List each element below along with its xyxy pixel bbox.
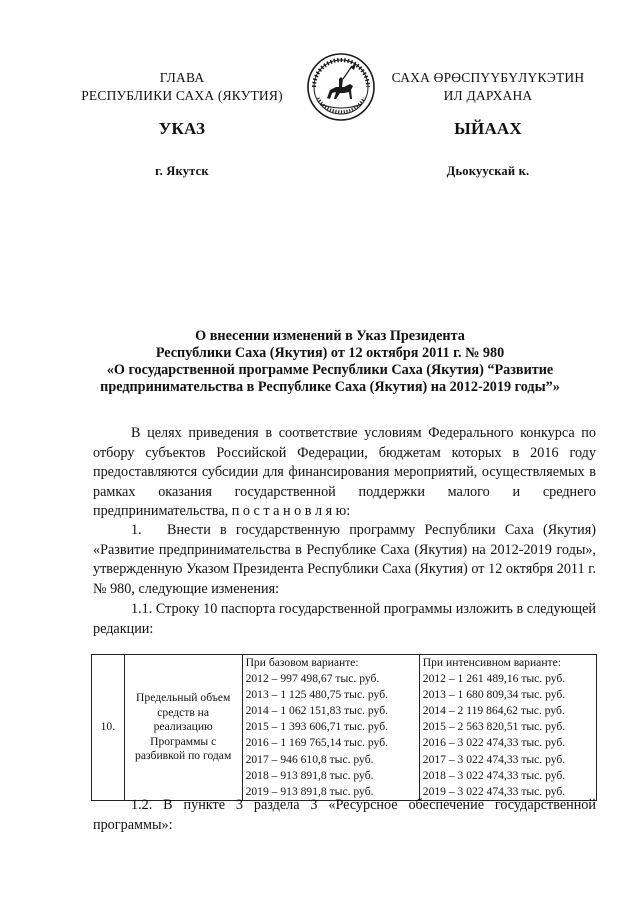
paragraph-item-1: [93, 521, 596, 599]
base-variant-value: 2016 – 1 169 765,14 тыс. руб.: [245, 736, 388, 750]
title-line: «О государственной программе Республики Саха (Якутия) “Развитие: [106, 362, 554, 378]
doc-type-right: ЫЙААХ: [454, 119, 522, 138]
intensive-variant-value: 2013 – 1 680 809,34 тыс. руб.: [422, 688, 566, 702]
table-base-variant-cell: [242, 655, 419, 801]
doc-type-left: УКАЗ: [158, 119, 206, 138]
table-row: [92, 655, 597, 801]
header-right-line2: ИЛ ДАРХАНА: [443, 88, 533, 103]
base-variant-value: 2015 – 1 393 606,71 тыс. руб.: [245, 720, 388, 734]
table-row-number: 10.: [92, 655, 125, 801]
intensive-variant-value: 2012 – 1 261 489,16 тыс. руб.: [422, 672, 566, 686]
header-left: [62, 69, 302, 105]
header-right-line1: САХА ӨРӨСПҮҮБҮЛҮКЭТИН: [391, 70, 585, 85]
intensive-variant-value: 2019 – 3 022 474,33 тыс. руб.: [422, 784, 566, 798]
title-line: предпринимательства в Республике Саха (Якутия) на 2012-2019 годы”»: [100, 379, 560, 395]
base-variant-value: 2018 – 913 891,8 тыс. руб.: [245, 768, 374, 782]
intensive-variant-value: 2016 – 3 022 474,33 тыс. руб.: [422, 736, 566, 750]
title-line: Республики Саха (Якутия) от 12 октября 2011 г. № 980: [155, 345, 505, 361]
city-right: Дьокуускай к.: [446, 164, 530, 178]
item-1-number: 1.: [131, 522, 142, 538]
header-right: [378, 69, 598, 105]
table-intensive-variant-cell: [419, 655, 596, 801]
intensive-variant-value: 2018 – 3 022 474,33 тыс. руб.: [422, 768, 566, 782]
header-left-line2: РЕСПУБЛИКИ САХА (ЯКУТИЯ): [81, 88, 283, 103]
intensive-variant-value: 2015 – 2 563 820,51 тыс. руб.: [422, 720, 566, 734]
title-line: О внесении изменений в Указ Президента: [195, 328, 465, 344]
base-variant-value: 2013 – 1 125 480,75 тыс. руб.: [245, 688, 388, 702]
paragraph-item-1-2: 1.2. В пункте 3 раздела 3 «Ресурсное обеспечение государственной программы»:: [93, 797, 596, 833]
document-title: [60, 328, 600, 396]
intensive-variant-value: 2014 – 2 119 864,62 тыс. руб.: [422, 704, 565, 718]
paragraph-intro: В целях приведения в соответствие условиям Федерального конкурса по отбору субъектов Российской Федерации, бюджетам которых в 2016 году предоставляются субсидии для финансирования мероприятий, осуществляемых в рамках оказания государственной поддержки малого и среднего предпринимательства, п о с т а н о в л я ю:: [93, 425, 596, 519]
intensive-variant-value: 2017 – 3 022 474,33 тыс. руб.: [422, 752, 566, 766]
paragraph-item-1-1: 1.1. Строку 10 паспорта государственной программы изложить в следующей редакции:: [93, 601, 596, 637]
item-1-text: Внести в государственную программу Республики Саха (Якутия) «Развитие предпринимательства в Республике Саха (Якутия) на 2012-2019 годы», утвержденную Указом Президента Республики Саха (Якутия) от 12 октября 2011 г. № 980, следующие изменения:: [93, 522, 596, 597]
base-variant-value: 2014 – 1 062 151,83 тыс. руб.: [245, 704, 388, 718]
program-funding-table: [91, 654, 597, 801]
coat-of-arms-icon: [306, 52, 376, 122]
base-variant-value: 2019 – 913 891,8 тыс. руб.: [245, 784, 374, 798]
intensive-variant-header: При интенсивном варианте:: [422, 656, 561, 669]
base-variant-value: 2017 – 946 610,8 тыс. руб.: [245, 752, 374, 766]
base-variant-value: 2012 – 997 498,67 тыс. руб.: [245, 672, 380, 686]
table-row-description: Предельный объем средств на реализацию Программы с разбивкой по годам: [124, 655, 242, 801]
header-left-line1: ГЛАВА: [159, 70, 205, 85]
city-left: г. Якутск: [155, 164, 209, 178]
base-variant-header: При базовом варианте:: [245, 656, 359, 669]
